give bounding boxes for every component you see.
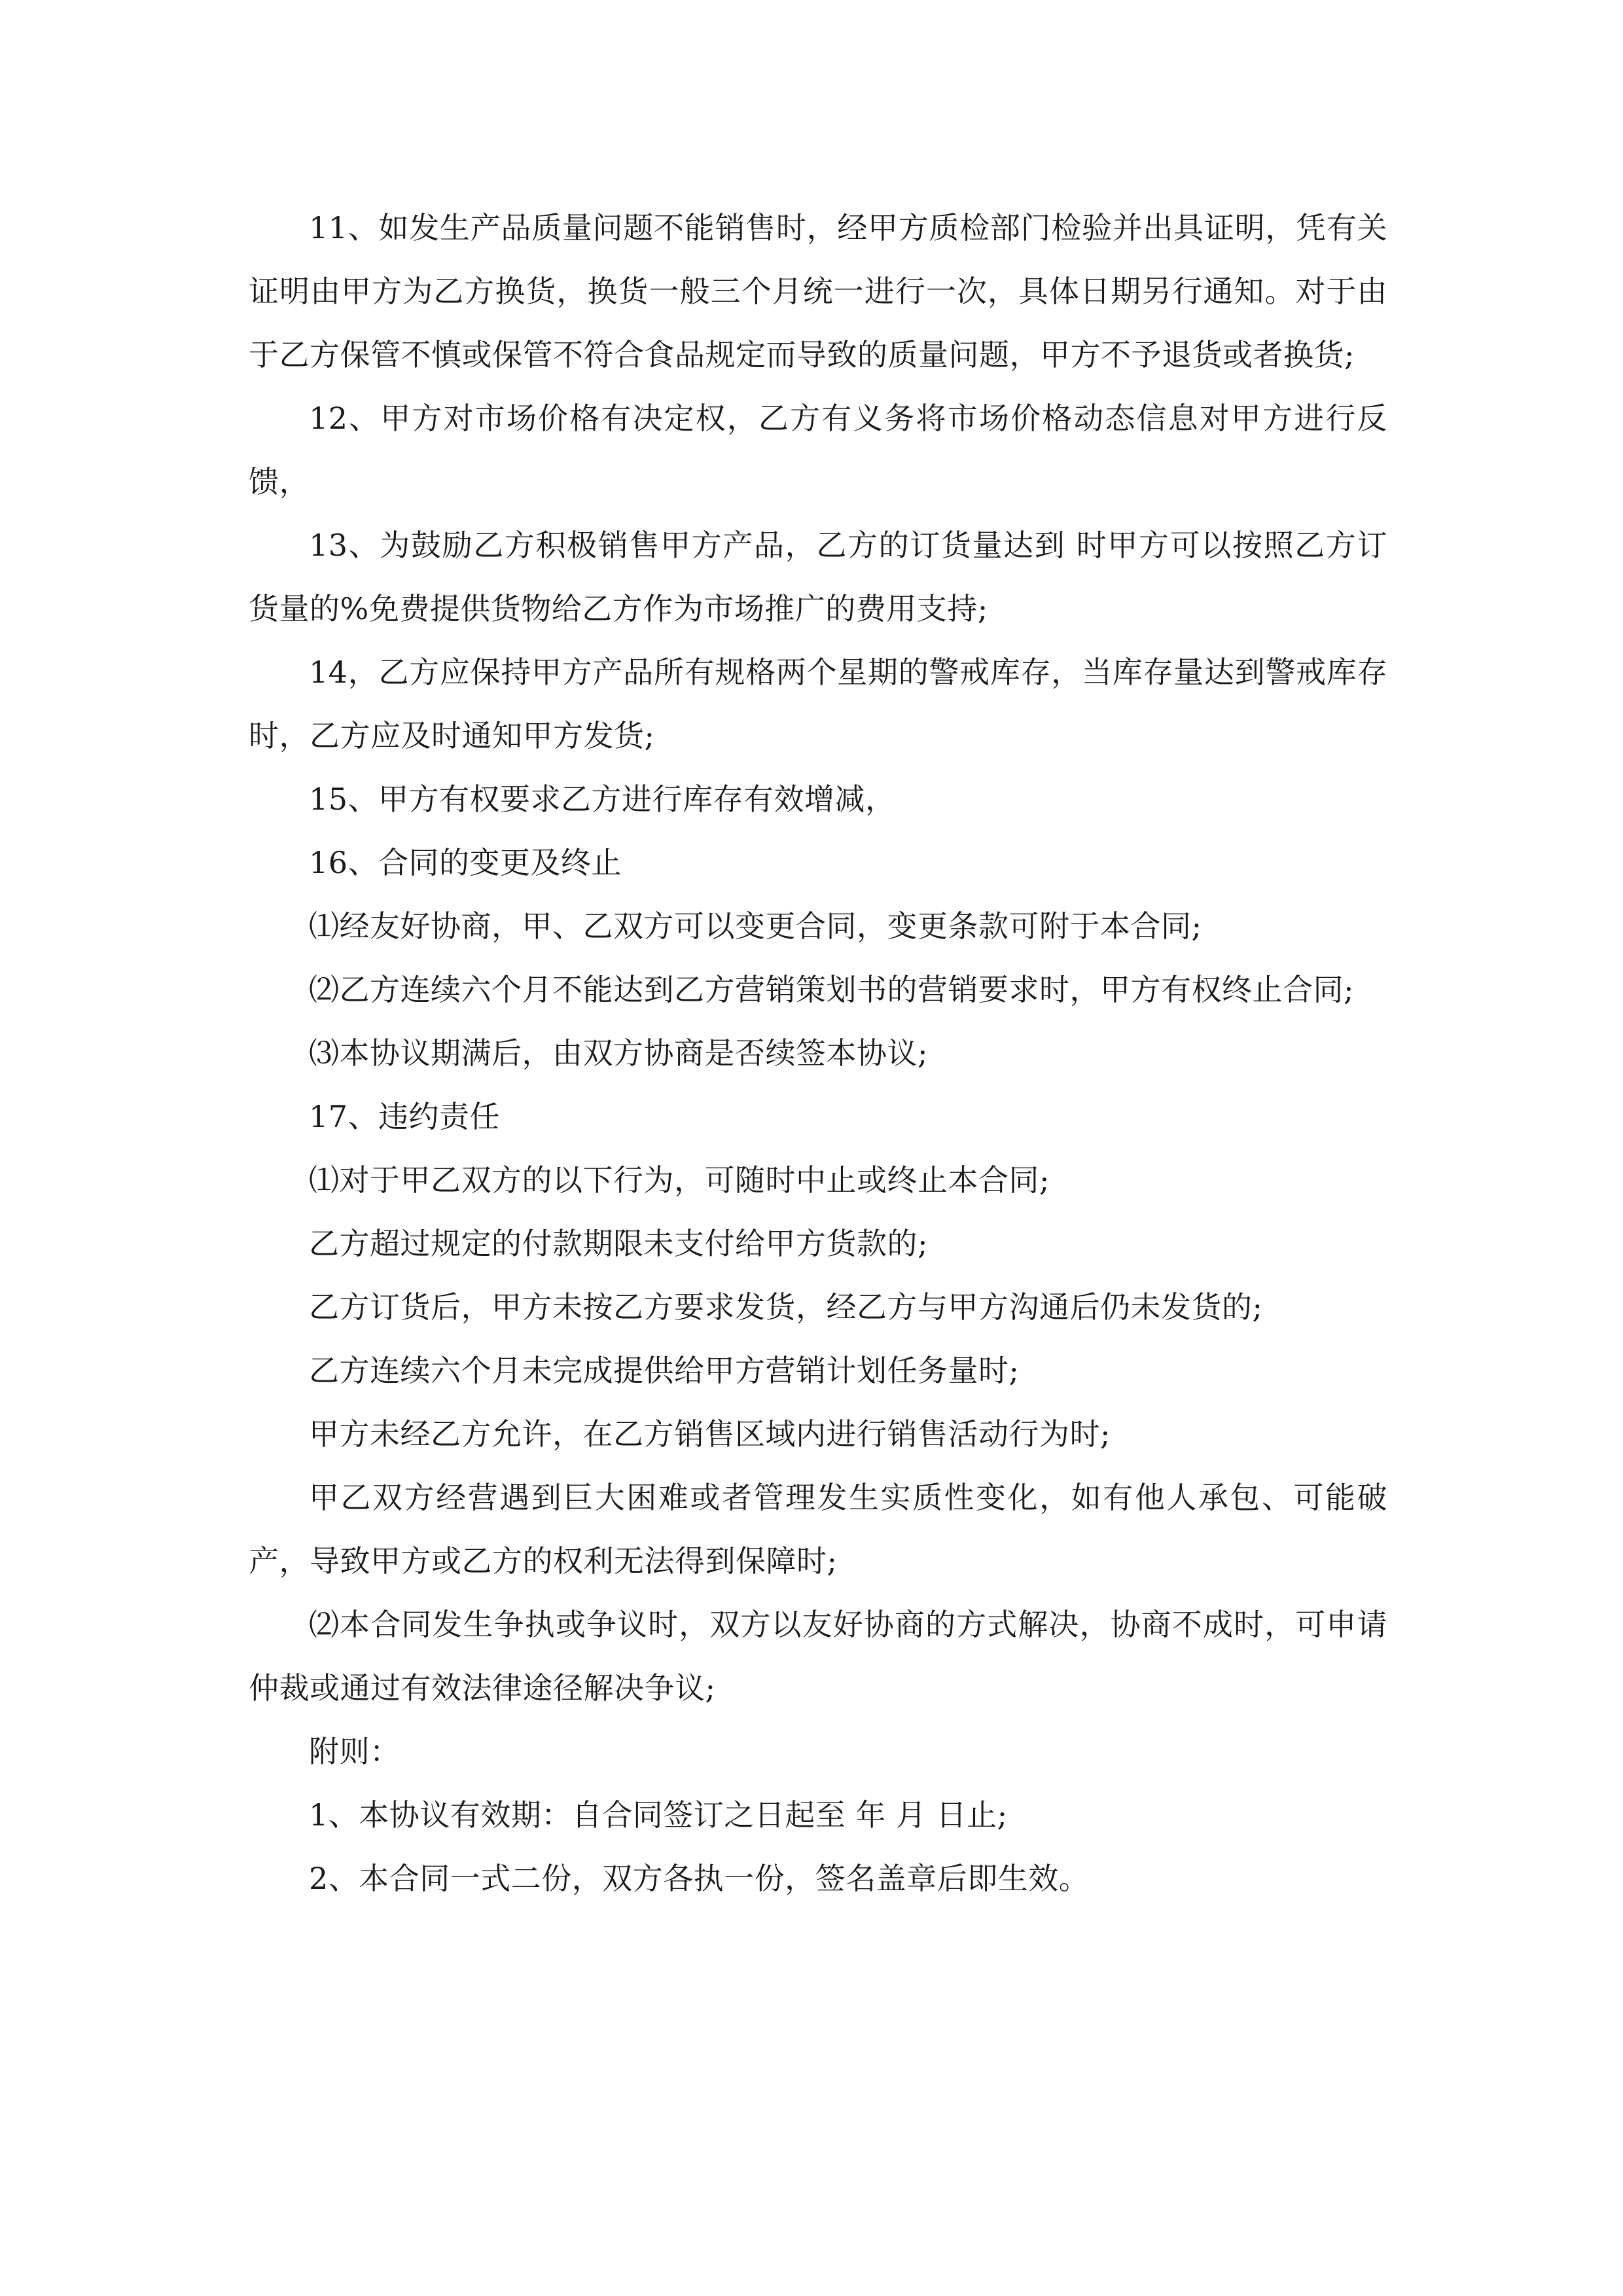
clause-16-item-2: ⑵乙方连续六个月不能达到乙方营销策划书的营销要求时，甲方有权终止合同; [309,972,1354,1007]
document-body [249,196,1387,1910]
breach-case-hardship: 甲乙双方经营遇到巨大困难或者管理发生实质性变化，如有他人承包、可能破产，导致甲方或乙方的权利无法得到保障时; [249,1480,1387,1579]
breach-case-sales-target: 乙方连续六个月未完成提供给甲方营销计划任务量时; [309,1353,1020,1388]
clause-17-heading: 17、违约责任 [309,1099,501,1134]
clause-11-product-quality: 11、如发生产品质量问题不能销售时，经甲方质检部门检验并出具证明，凭有关证明由甲方为乙方换货，换货一般三个月统一进行一次，具体日期另行通知。对于由于乙方保管不慎或保管不符合食品规定而导致的质量问题，甲方不予退货或者换货; [249,210,1387,372]
clause-17-item-1: ⑴对于甲乙双方的以下行为，可随时中止或终止本合同; [309,1162,1050,1198]
breach-case-payment: 乙方超过规定的付款期限未支付给甲方货款的; [309,1226,928,1261]
clause-16-item-1: ⑴经友好协商，甲、乙双方可以变更合同，变更条款可附于本合同; [309,908,1202,944]
breach-case-territory: 甲方未经乙方允许，在乙方销售区域内进行销售活动行为时; [309,1416,1111,1452]
clause-16-heading: 16、合同的变更及终止 [309,845,622,880]
appendix-heading: 附则： [309,1734,401,1769]
clause-14-inventory: 14，乙方应保持甲方产品所有规格两个星期的警戒库存，当库存量达到警戒库存时，乙方应及时通知甲方发货; [249,655,1387,753]
breach-case-shipping: 乙方订货后，甲方未按乙方要求发货，经乙方与甲方沟通后仍未发货的; [309,1289,1263,1325]
clause-13-incentive: 13、为鼓励乙方积极销售甲方产品，乙方的订货量达到 时甲方可以按照乙方订货量的%免费提供货物给乙方作为市场推广的费用支持; [249,528,1387,626]
clause-12-pricing: 12、甲方对市场价格有决定权，乙方有义务将市场价格动态信息对甲方进行反馈， [249,401,1387,499]
clause-16-item-3: ⑶本协议期满后，由双方协商是否续签本协议; [309,1035,928,1071]
appendix-item-1: 1、本协议有效期：自合同签订之日起至 年 月 日止; [309,1797,1008,1833]
appendix-item-2: 2、本合同一式二份，双方各执一份，签名盖章后即生效。 [309,1861,1090,1896]
clause-15-stock-adjust: 15、甲方有权要求乙方进行库存有效增减， [309,781,896,817]
clause-17-item-2: ⑵本合同发生争执或争议时，双方以友好协商的方式解决，协商不成时，可申请仲裁或通过有效法律途径解决争议; [249,1607,1387,1706]
